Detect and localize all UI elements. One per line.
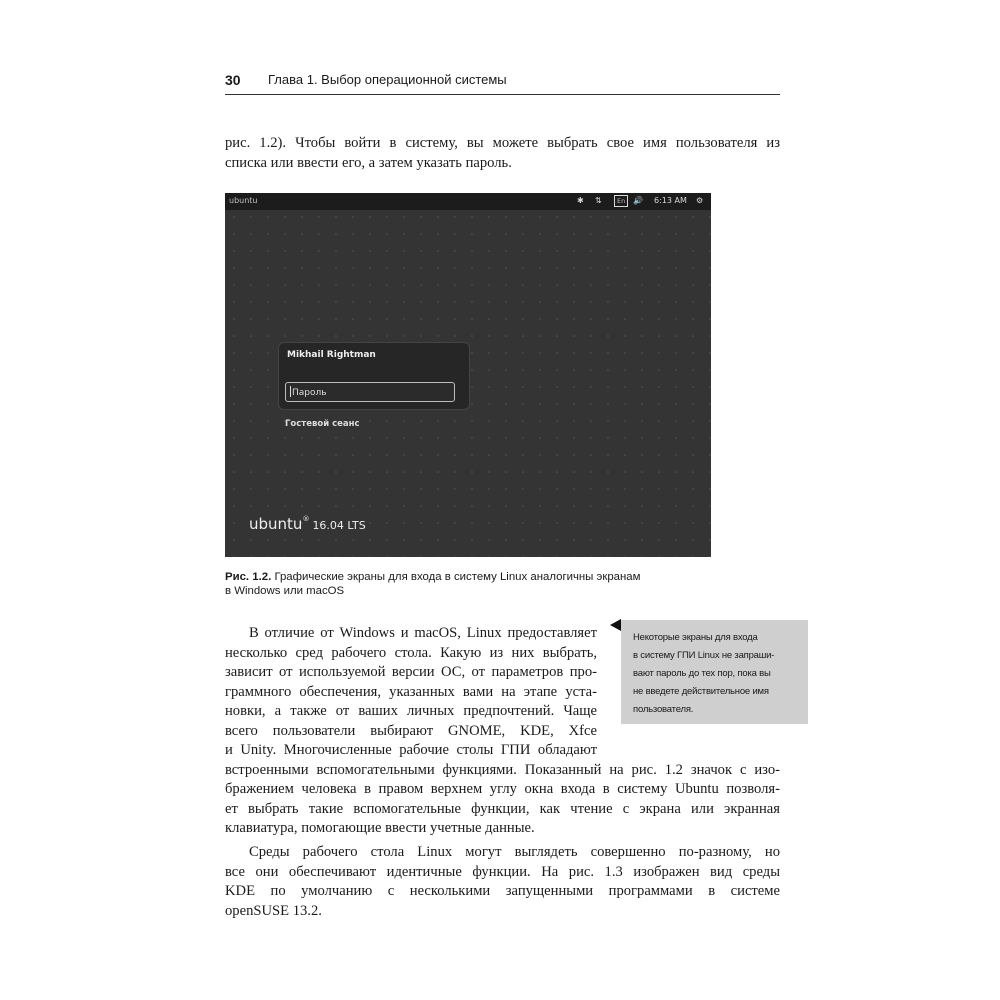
keyboard-layout-indicator[interactable]: En [614, 195, 628, 207]
body-line: встроенными вспомогательными функциями. Показанный на рис. 1.2 значок с изо- [225, 761, 780, 778]
body-line: клавиатура, помогающие ввести учетные данные. [225, 820, 535, 836]
logo-version: 16.04 LTS [312, 519, 366, 532]
panel-brand: ubuntu [229, 196, 258, 205]
caption-label: Рис. 1.2. [225, 571, 272, 583]
username[interactable]: Mikhail Rightman [287, 350, 376, 360]
ubuntu-login-screenshot [225, 193, 711, 557]
chapter-title: Глава 1. Выбор операционной системы [268, 72, 507, 87]
guest-session-link[interactable]: Гостевой сеанс [285, 419, 360, 429]
text-cursor [290, 386, 291, 397]
note-line: в систему ГПИ Linux не запраши- [633, 650, 775, 661]
body-line: Среды рабочего стола Linux могут выглядеть совершенно по-разному, но [249, 844, 780, 860]
network-icon[interactable]: ⇅ [595, 196, 602, 205]
intro-paragraph [225, 133, 780, 173]
password-input[interactable] [285, 382, 455, 402]
body-line: все они обеспечивают идентичные функции. На рис. 1.3 изображен вид среды [225, 863, 780, 880]
body-line: новки, а также от ваших личных предпочтений. Чаще [225, 703, 597, 719]
body-line: бражением человека в правом верхнем углу окна входа в систему Ubuntu позволя- [225, 781, 780, 797]
body-line: ет выбрать такие вспомогательные функции, как чтение с экрана или экранная [225, 800, 780, 817]
note-line: вают пароль до тех пор, пока вы [633, 668, 771, 679]
body-line: KDE по умолчанию с несколькими запущенными программами в системе [225, 883, 780, 899]
body-line: В отличие от Windows и macOS, Linux предоставляет [249, 625, 597, 641]
body-line: несколько сред рабочего стола. Какую из них выбрать, [225, 644, 597, 661]
body-line: граммного обеспечения, указанных вами на этапе уста- [225, 683, 597, 700]
note-line: пользователя. [633, 704, 694, 715]
paragraph-2 [225, 843, 780, 921]
gear-icon[interactable]: ⚙ [696, 196, 704, 205]
caption-text: Графические экраны для входа в систему Linux аналогичны экранам [274, 571, 641, 583]
body-line: зависит от используемой версии ОС, от параметров про- [225, 664, 597, 680]
intro-line: списка или ввести его, а затем указать пароль. [225, 155, 512, 171]
page-header [225, 72, 780, 92]
body-line: openSUSE 13.2. [225, 902, 322, 919]
ubuntu-logo [249, 514, 366, 533]
login-panel [278, 342, 470, 410]
intro-line: рис. 1.2). Чтобы войти в систему, вы можете выбрать свое имя пользователя из [225, 135, 780, 151]
figure-caption [225, 570, 725, 598]
body-line: и Unity. Многочисленные рабочие столы ГПИ обладают [225, 742, 597, 758]
logo-brand: ubuntu [249, 515, 303, 533]
clock[interactable]: 6:13 AM [654, 196, 687, 205]
note-line: Некоторые экраны для входа [633, 632, 758, 643]
caption-text-2: в Windows или macOS [225, 585, 345, 597]
volume-icon[interactable]: 🔊 [633, 196, 643, 205]
logo-mark: ® [302, 515, 310, 523]
note-line: не введете действительное имя [633, 686, 769, 697]
bluetooth-icon[interactable]: ✱ [577, 196, 584, 205]
password-placeholder: Пароль [292, 388, 327, 398]
page-number: 30 [225, 72, 241, 88]
paragraph-1 [225, 624, 780, 839]
header-rule [225, 94, 780, 95]
body-line: всего пользователи выбирают GNOME, KDE, Xfce [225, 722, 597, 739]
top-panel [225, 193, 711, 210]
